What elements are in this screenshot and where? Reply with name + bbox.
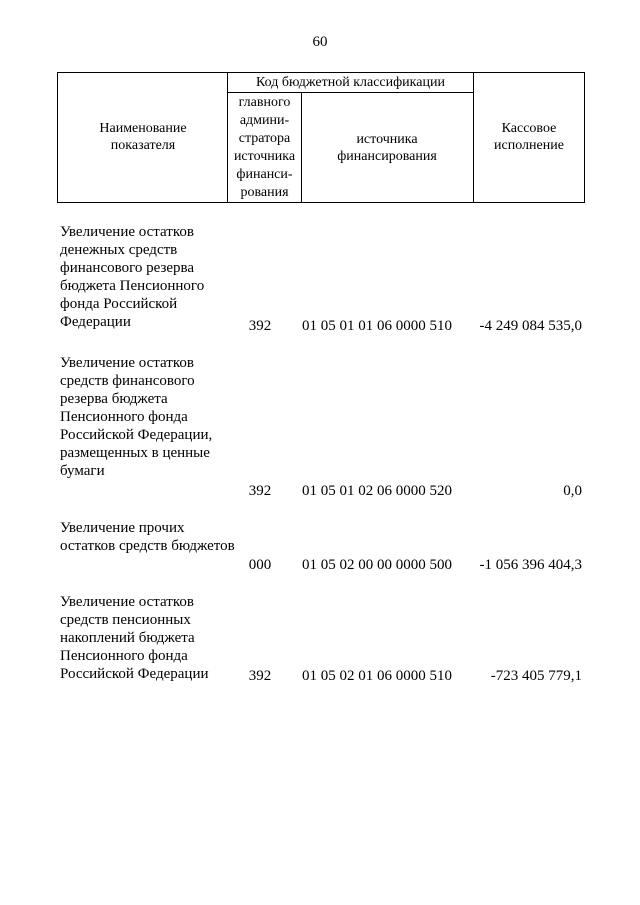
table-row (0, 354, 640, 500)
table-header (57, 72, 585, 203)
row-admin-code: 392 (248, 483, 272, 499)
header-cash: Кассовое исполнение (494, 121, 564, 153)
table-row (0, 593, 640, 685)
header-budget-code-group: Код бюджетной классификации (256, 75, 445, 90)
table-row (0, 519, 640, 574)
header-chief-admin: главного админи-стратора источника финанси-рования (233, 95, 296, 200)
header-border-right (584, 72, 585, 203)
row-name: Увеличение остатков средств пенсионных накоплений бюджета Пенсионного фонда Российской Федерации (60, 594, 209, 682)
row-amount: -4 249 084 535,0 (479, 318, 582, 334)
header-divider-admin (301, 92, 302, 203)
row-source-code: 01 05 02 00 00 0000 500 (302, 557, 452, 573)
header-name: Наименование показателя (99, 121, 187, 153)
header-border-top (57, 72, 585, 73)
row-source-code: 01 05 02 01 06 0000 510 (302, 668, 452, 684)
row-admin-code: 000 (248, 557, 272, 573)
header-divider-group (227, 92, 474, 93)
header-border-bottom (57, 202, 585, 203)
row-name: Увеличение остатков средств финансового резерва бюджета Пенсионного фонда Российской Федерации, размещенных в ценные бумаги (60, 355, 213, 479)
page-number: 60 (312, 34, 328, 50)
table-row (0, 223, 640, 335)
row-amount: -1 056 396 404,3 (479, 557, 582, 573)
row-name: Увеличение прочих остатков средств бюджетов (60, 520, 235, 554)
header-border-left (57, 72, 58, 203)
row-source-code: 01 05 01 02 06 0000 520 (302, 483, 452, 499)
row-admin-code: 392 (248, 668, 272, 684)
header-source: источника финансирования (337, 132, 437, 164)
row-name: Увеличение остатков денежных средств финансового резерва бюджета Пенсионного фонда Российской Федерации (60, 224, 205, 330)
row-amount: -723 405 779,1 (490, 668, 582, 684)
row-admin-code: 392 (248, 318, 272, 334)
row-amount: 0,0 (563, 483, 582, 499)
row-source-code: 01 05 01 01 06 0000 510 (302, 318, 452, 334)
